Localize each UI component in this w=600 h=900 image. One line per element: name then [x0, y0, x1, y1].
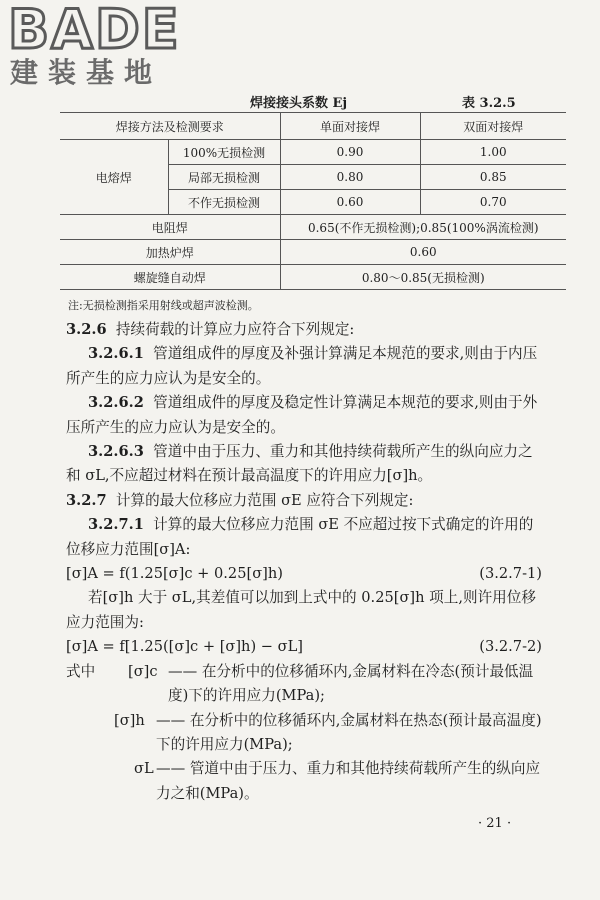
clause-number: 3.2.6.1 [88, 345, 144, 363]
table-header-row [60, 113, 566, 140]
clause-3-2-7 [66, 489, 544, 513]
formula-3-2-7-1 [66, 562, 544, 586]
definition-item [134, 757, 544, 806]
clause-3-2-6-1 [66, 342, 544, 391]
definition-symbol: σL [134, 760, 154, 778]
clause-text: 计算的最大位移应力范围 σE 应符合下列规定: [115, 491, 414, 509]
clause-3-2-7-1 [66, 513, 544, 562]
clause-text: 管道中由于压力、重力和其他持续荷载所产生的纵向应力之和 σL,不应超过材料在预计最高温度下的许用应力[σ]h。 [66, 443, 533, 485]
requirement-cell: 不作无损检测 [168, 190, 280, 215]
definition-text: —— 管道中由于压力、重力和其他持续荷载所产生的纵向应力之和(MPa)。 [156, 760, 541, 802]
paragraph-if: 若[σ]h 大于 σL,其差值可以加到上式中的 0.25[σ]h 项上,则许用位移应力范围为: [66, 589, 536, 631]
clause-number: 3.2.6.2 [88, 394, 144, 412]
clause-3-2-6-3 [66, 440, 544, 489]
table-row [60, 215, 566, 240]
clause-number: 3.2.6.3 [88, 443, 144, 461]
definition-text: —— 在分析中的位移循环内,金属材料在热态(预计最高温度)下的许用应力(MPa); [156, 711, 542, 753]
value-cell: 0.60 [280, 190, 420, 215]
table-row [60, 265, 566, 290]
bade-logo [8, 0, 181, 90]
requirement-cell: 局部无损检测 [168, 165, 280, 190]
definition-item [66, 660, 544, 709]
method-cell: 螺旋缝自动焊 [60, 265, 280, 290]
method-cell: 电熔焊 [60, 140, 168, 215]
value-cell: 0.60 [280, 240, 566, 265]
clause-3-2-6 [66, 318, 544, 342]
table-number: 表 3.2.5 [462, 96, 516, 111]
table-header: 双面对接焊 [420, 113, 566, 140]
definition-item [114, 709, 544, 758]
requirement-cell: 100%无损检测 [168, 140, 280, 165]
clause-number: 3.2.6 [66, 321, 107, 338]
table-row [60, 240, 566, 265]
value-cell: 0.90 [280, 140, 420, 165]
weld-joint-coefficient-table [60, 112, 566, 290]
document-body [66, 318, 544, 806]
definition-symbol: [σ]c [128, 662, 158, 680]
method-cell: 加热炉焊 [60, 240, 280, 265]
clause-text: 计算的最大位移应力范围 σE 不应超过按下式确定的许用的位移应力范围[σ]A: [66, 516, 534, 558]
table-header: 单面对接焊 [280, 113, 420, 140]
formula-expression: [σ]A = f(1.25[σ]c + 0.25[σ]h) [66, 565, 283, 583]
clause-text: 管道组成件的厚度及补强计算满足本规范的要求,则由于内压所产生的应力应认为是安全的。 [66, 345, 538, 387]
clause-3-2-6-2 [66, 391, 544, 440]
table-title: 焊接接头系数 Ej [250, 96, 348, 111]
page-number: · 21 · [478, 816, 512, 831]
value-cell: 1.00 [420, 140, 566, 165]
value-cell: 0.65(不作无损检测);0.85(100%涡流检测) [280, 215, 566, 240]
table-row [60, 140, 566, 165]
value-cell: 0.85 [420, 165, 566, 190]
formula-3-2-7-2 [66, 635, 544, 659]
clause-number: 3.2.7 [66, 491, 107, 509]
where-label: 式中 [66, 662, 96, 680]
clause-number: 3.2.7.1 [88, 516, 144, 534]
formula-expression: [σ]A = f[1.25([σ]c + [σ]h) − σL] [66, 638, 303, 656]
table-header: 焊接方法及检测要求 [60, 113, 280, 140]
formula-number: (3.2.7-2) [479, 638, 542, 656]
value-cell: 0.70 [420, 190, 566, 215]
logo-subtitle: 建装基地 [10, 56, 163, 89]
definition-symbol: [σ]h [114, 711, 145, 729]
clause-text: 管道组成件的厚度及稳定性计算满足本规范的要求,则由于外压所产生的应力应认为是安全的。 [66, 394, 538, 436]
clause-text: 持续荷载的计算应力应符合下列规定: [115, 321, 355, 338]
method-cell: 电阻焊 [60, 215, 280, 240]
definition-text: —— 在分析中的位移循环内,金属材料在冷态(预计最低温度)下的许用应力(MPa); [168, 662, 534, 705]
table-note: 注:无损检测指采用射线或超声波检测。 [68, 299, 259, 312]
value-cell: 0.80～0.85(无损检测) [280, 265, 566, 290]
value-cell: 0.80 [280, 165, 420, 190]
logo-brand: BADE [8, 0, 181, 61]
formula-number: (3.2.7-1) [479, 565, 542, 583]
